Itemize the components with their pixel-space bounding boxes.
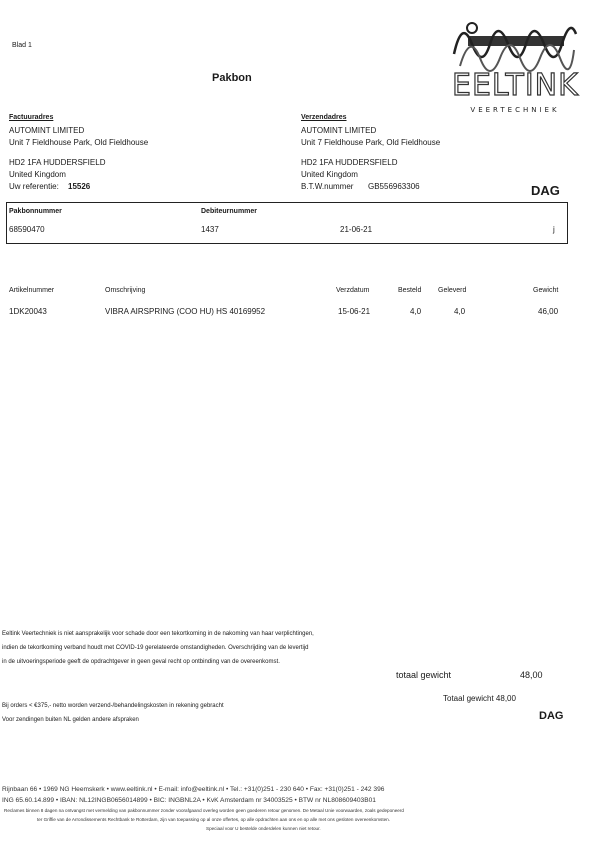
spring-emblem-icon bbox=[450, 14, 580, 74]
sheet-number: Blad 1 bbox=[12, 42, 32, 49]
col-header-ordered: Besteld bbox=[398, 287, 422, 294]
shipping-name: AUTOMINT LIMITED bbox=[301, 126, 377, 135]
vat-value: GB556963306 bbox=[368, 182, 420, 191]
vat-label: B.T.W.nummer bbox=[301, 182, 354, 191]
reference-label: Uw referentie: bbox=[9, 182, 59, 191]
note-period: in de uitvoeringsperiode geeft de opdrachtgever in geen geval recht op ontbinding van de overeenkomst. bbox=[2, 659, 280, 665]
document-date: 21-06-21 bbox=[340, 225, 373, 234]
shipping-line3: United Kingdom bbox=[301, 170, 358, 179]
total-weight-label: totaal gewicht bbox=[396, 670, 452, 680]
footer-terms-line3: Speciaal voor U bestelde onderdelen kunnen niet retour. bbox=[206, 826, 321, 831]
invoice-address-heading: Factuuradres bbox=[9, 114, 54, 121]
note-outside-nl: Voor zendingen buiten NL gelden andere afspraken bbox=[2, 717, 139, 723]
shipping-line1: Unit 7 Fieldhouse Park, Old Fieldhouse bbox=[301, 138, 441, 147]
pakbon-number-label: Pakbonnummer bbox=[9, 208, 62, 215]
company-logo bbox=[450, 14, 580, 124]
table-row-ship-date: 15-06-21 bbox=[338, 307, 371, 316]
total-weight-line: Totaal gewicht 48,00 bbox=[443, 694, 516, 703]
table-row-article: 1DK20043 bbox=[9, 307, 47, 316]
invoice-line1: Unit 7 Fieldhouse Park, Old Fieldhouse bbox=[9, 138, 149, 147]
table-row-weight: 46,00 bbox=[538, 307, 559, 316]
dag-label-bottom: DAG bbox=[539, 710, 564, 722]
table-row-ordered: 4,0 bbox=[410, 307, 422, 316]
reference-value: 15526 bbox=[68, 182, 91, 191]
footer-bank-line: ING 65.60.14.899 • IBAN: NL12INGB0656014899 • BIC: INGBNL2A • KvK Amsterdam nr 34003525 • BTW nr NL808609403B01 bbox=[2, 797, 376, 804]
page-title: Pakbon bbox=[212, 72, 252, 84]
debtor-number-label: Debiteurnummer bbox=[201, 208, 258, 215]
footer-terms-line2: ter Griffie van de Arrondissements Rechtbank te Rotterdam, zijn van toepassing op al onze offertes, op alle opdrachten aan ons en op alle met ons gesloten overeenkomsten. bbox=[37, 817, 390, 822]
invoice-name: AUTOMINT LIMITED bbox=[9, 126, 85, 135]
total-weight-value: 48,00 bbox=[520, 670, 543, 680]
table-row-description: VIBRA AIRSPRING (COO HU) HS 40169952 bbox=[105, 307, 266, 316]
note-covid: indien de tekortkoming verband houdt met COVID-19 gerelateerde omstandigheden. Overschrijding van de levertijd bbox=[2, 645, 309, 651]
col-header-description: Omschrijving bbox=[105, 287, 146, 294]
footer-contact-line: Rijnbaan 66 • 1969 NG Heemskerk • www.eeltink.nl • E-mail: info@eeltink.nl • Tel.: +31(0)251 - 230 640 • Fax: +31(0)251 - 242 396 bbox=[2, 786, 385, 793]
shipping-line2: HD2 1FA HUDDERSFIELD bbox=[301, 158, 398, 167]
col-header-weight: Gewicht bbox=[533, 287, 559, 294]
debtor-number: 1437 bbox=[201, 225, 219, 234]
dag-label-top: DAG bbox=[531, 183, 560, 198]
note-liability: Eeltink Veertechniek is niet aansprakelijk voor schade door een tekortkoming in de nakoming van haar verplichtingen, bbox=[2, 631, 314, 637]
note-shipping-costs: Bij orders < €375,- netto worden verzend-/behandelingskosten in rekening gebracht bbox=[2, 703, 224, 709]
footer-terms-line1: Reclames binnen 8 dagen na ontvangst met vermelding van pakbonnummer zonder voorafgaand overleg worden geen goederen retour genomen. De Metaal Unie voorwaarden, zoals gedeponeerd bbox=[4, 808, 404, 813]
shipping-address-heading: Verzendadres bbox=[301, 114, 347, 121]
logo-subtitle: VEERTECHNIEK bbox=[470, 106, 560, 114]
box-mark: j bbox=[553, 225, 555, 234]
invoice-line3: United Kingdom bbox=[9, 170, 66, 179]
logo-wordmark: EELTINK bbox=[452, 68, 579, 103]
col-header-article: Artikelnummer bbox=[9, 287, 55, 294]
col-header-ship-date: Verzdatum bbox=[336, 287, 370, 294]
packing-info-box bbox=[6, 202, 568, 244]
col-header-delivered: Geleverd bbox=[438, 287, 467, 294]
pakbon-number: 68590470 bbox=[9, 225, 45, 234]
invoice-line2: HD2 1FA HUDDERSFIELD bbox=[9, 158, 106, 167]
table-row-delivered: 4,0 bbox=[454, 307, 466, 316]
